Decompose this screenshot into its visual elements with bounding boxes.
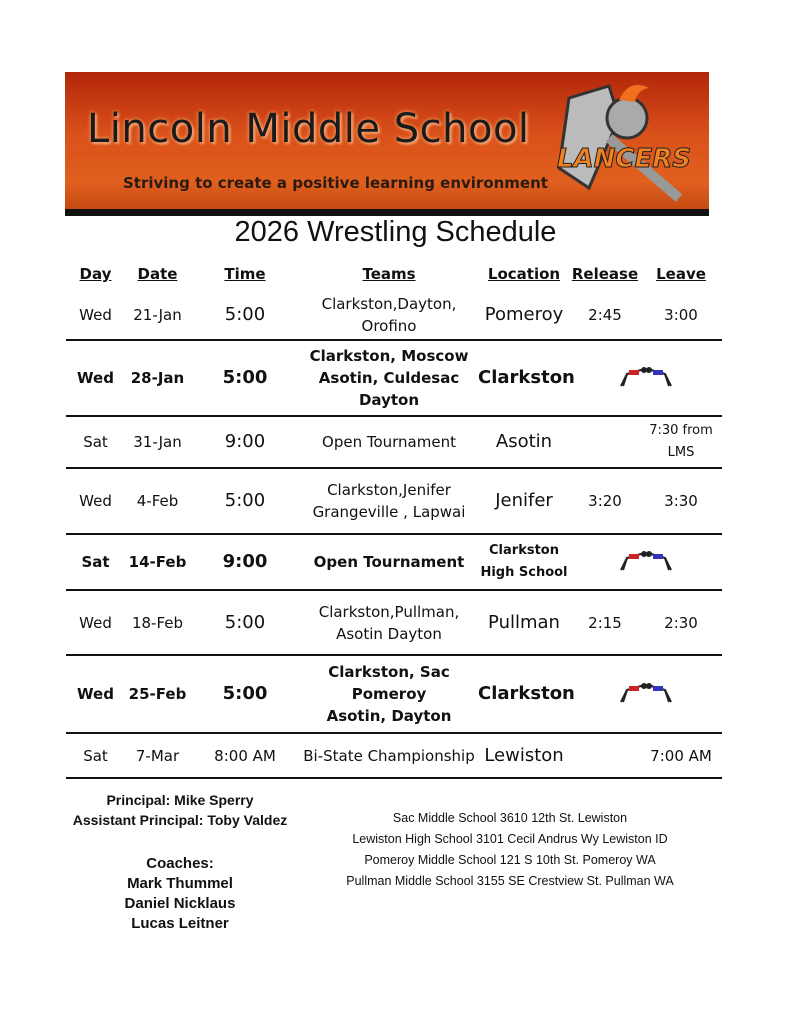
staff-info <box>60 790 300 934</box>
table-row <box>66 416 722 468</box>
location-cell: Asotin <box>495 431 553 452</box>
table-row <box>66 340 722 416</box>
wrestlers-icon <box>615 690 677 708</box>
school-banner <box>65 72 709 216</box>
location-cell: Clarkston <box>478 367 575 388</box>
location-cell: Pullman <box>488 611 560 633</box>
location-cell: Clarkston High School <box>480 543 568 580</box>
teams-cell <box>300 534 478 590</box>
table-header <box>66 258 722 290</box>
home-match-cell <box>570 340 722 416</box>
team-line: Clarkston, Sac <box>328 663 450 681</box>
time-cell: 5:00 <box>224 490 266 511</box>
time-cell: 5:00 <box>222 683 268 704</box>
column-header: Date <box>137 265 178 283</box>
address: Pullman Middle School 3155 SE Crestview St. Pullman WA <box>346 874 674 888</box>
day-cell: Wed <box>79 305 112 324</box>
day-cell: Wed <box>79 492 112 510</box>
mascot-text: LANCERS <box>556 144 691 174</box>
table-row <box>66 534 722 590</box>
table-row <box>66 655 722 733</box>
table-row <box>66 733 722 778</box>
schedule-table <box>66 258 722 779</box>
day-cell: Wed <box>77 369 114 387</box>
release-cell: 2:15 <box>588 613 622 632</box>
team-line: Pomeroy <box>351 685 427 703</box>
location-cell: Lewiston <box>484 744 564 766</box>
team-line: Clarkston, Moscow <box>309 347 469 365</box>
teams-cell <box>300 290 478 340</box>
team-line: Clarkston,Jenifer <box>327 481 451 499</box>
table-row <box>66 290 722 340</box>
column-header: Time <box>224 265 266 283</box>
leave-cell: 3:00 <box>664 305 698 324</box>
column-header: Location <box>487 265 561 283</box>
teams-cell <box>300 590 478 655</box>
wrestlers-icon <box>615 374 677 392</box>
school-motto: Striving to create a positive learning environment <box>123 174 548 192</box>
address: Lewiston High School 3101 Cecil Andrus Wy Lewiston ID <box>352 832 668 846</box>
table-row <box>66 468 722 534</box>
date-cell: 4-Feb <box>136 492 179 510</box>
team-line: Asotin, Dayton <box>326 707 452 725</box>
wrestlers-icon <box>615 558 677 576</box>
release-cell: 3:20 <box>588 492 622 510</box>
location-cell: Jenifer <box>495 490 553 511</box>
team-line: Grangeville , Lapwai <box>312 503 466 521</box>
knight-mascot-icon <box>549 78 699 206</box>
column-header: Teams <box>362 265 416 283</box>
leave-cell: 3:30 <box>664 492 698 510</box>
team-line: Open Tournament <box>313 553 465 571</box>
address: Pomeroy Middle School 121 S 10th St. Pomeroy WA <box>364 853 656 867</box>
team-line: Orofino <box>361 316 417 335</box>
team-line: Dayton <box>358 391 420 409</box>
time-cell: 9:00 <box>224 431 266 452</box>
leave-cell: 7:00 AM <box>650 746 712 765</box>
team-line: Clarkston,Pullman, <box>318 602 460 621</box>
address: Sac Middle School 3610 12th St. Lewiston <box>392 811 628 825</box>
coach: Daniel Nicklaus <box>124 895 236 912</box>
column-header: Leave <box>656 265 706 283</box>
team-line: Asotin Dayton <box>336 624 442 643</box>
team-line: Clarkston,Dayton, <box>321 294 457 313</box>
day-cell: Sat <box>83 746 108 765</box>
teams-cell <box>300 416 478 468</box>
principal: Principal: Mike Sperry <box>106 792 254 808</box>
home-match-cell <box>570 534 722 590</box>
date-cell: 28-Jan <box>130 369 185 387</box>
teams-cell <box>300 340 478 416</box>
teams-cell <box>300 468 478 534</box>
release-cell <box>570 733 640 778</box>
day-cell: Sat <box>83 433 108 451</box>
page-title: 2026 Wrestling Schedule <box>234 216 557 248</box>
time-cell: 9:00 <box>222 551 268 572</box>
day-cell: Sat <box>81 553 110 571</box>
time-cell: 5:00 <box>224 303 266 325</box>
time-cell: 8:00 AM <box>214 746 276 765</box>
team-line: Bi-State Championship <box>303 746 475 765</box>
home-match-cell <box>570 655 722 733</box>
location-cell: Clarkston <box>478 683 575 704</box>
addresses <box>320 808 700 892</box>
teams-cell <box>300 655 478 733</box>
day-cell: Wed <box>77 685 114 703</box>
assistant-principal: Assistant Principal: Toby Valdez <box>72 812 288 828</box>
coach: Mark Thummel <box>127 875 233 892</box>
teams-cell <box>300 733 478 778</box>
day-cell: Wed <box>79 613 112 632</box>
coach: Lucas Leitner <box>131 915 229 932</box>
leave-cell: 7:30 from LMS <box>649 423 713 460</box>
release-cell: 2:45 <box>588 305 622 324</box>
date-cell: 18-Feb <box>131 613 184 632</box>
coaches-label: Coaches: <box>146 855 214 872</box>
date-cell: 25-Feb <box>128 685 187 703</box>
location-cell: Pomeroy <box>484 303 564 325</box>
date-cell: 31-Jan <box>133 433 182 451</box>
time-cell: 5:00 <box>224 611 266 633</box>
date-cell: 7-Mar <box>135 746 180 765</box>
leave-cell: 2:30 <box>664 613 698 632</box>
table-row <box>66 590 722 655</box>
team-line: Open Tournament <box>322 433 456 451</box>
release-cell <box>570 416 640 468</box>
time-cell: 5:00 <box>222 367 268 388</box>
column-header: Day <box>79 265 112 283</box>
column-header: Release <box>571 265 639 283</box>
school-name: Lincoln Middle School <box>87 106 530 152</box>
date-cell: 14-Feb <box>128 553 187 571</box>
date-cell: 21-Jan <box>133 305 182 324</box>
team-line: Asotin, Culdesac <box>318 369 460 387</box>
